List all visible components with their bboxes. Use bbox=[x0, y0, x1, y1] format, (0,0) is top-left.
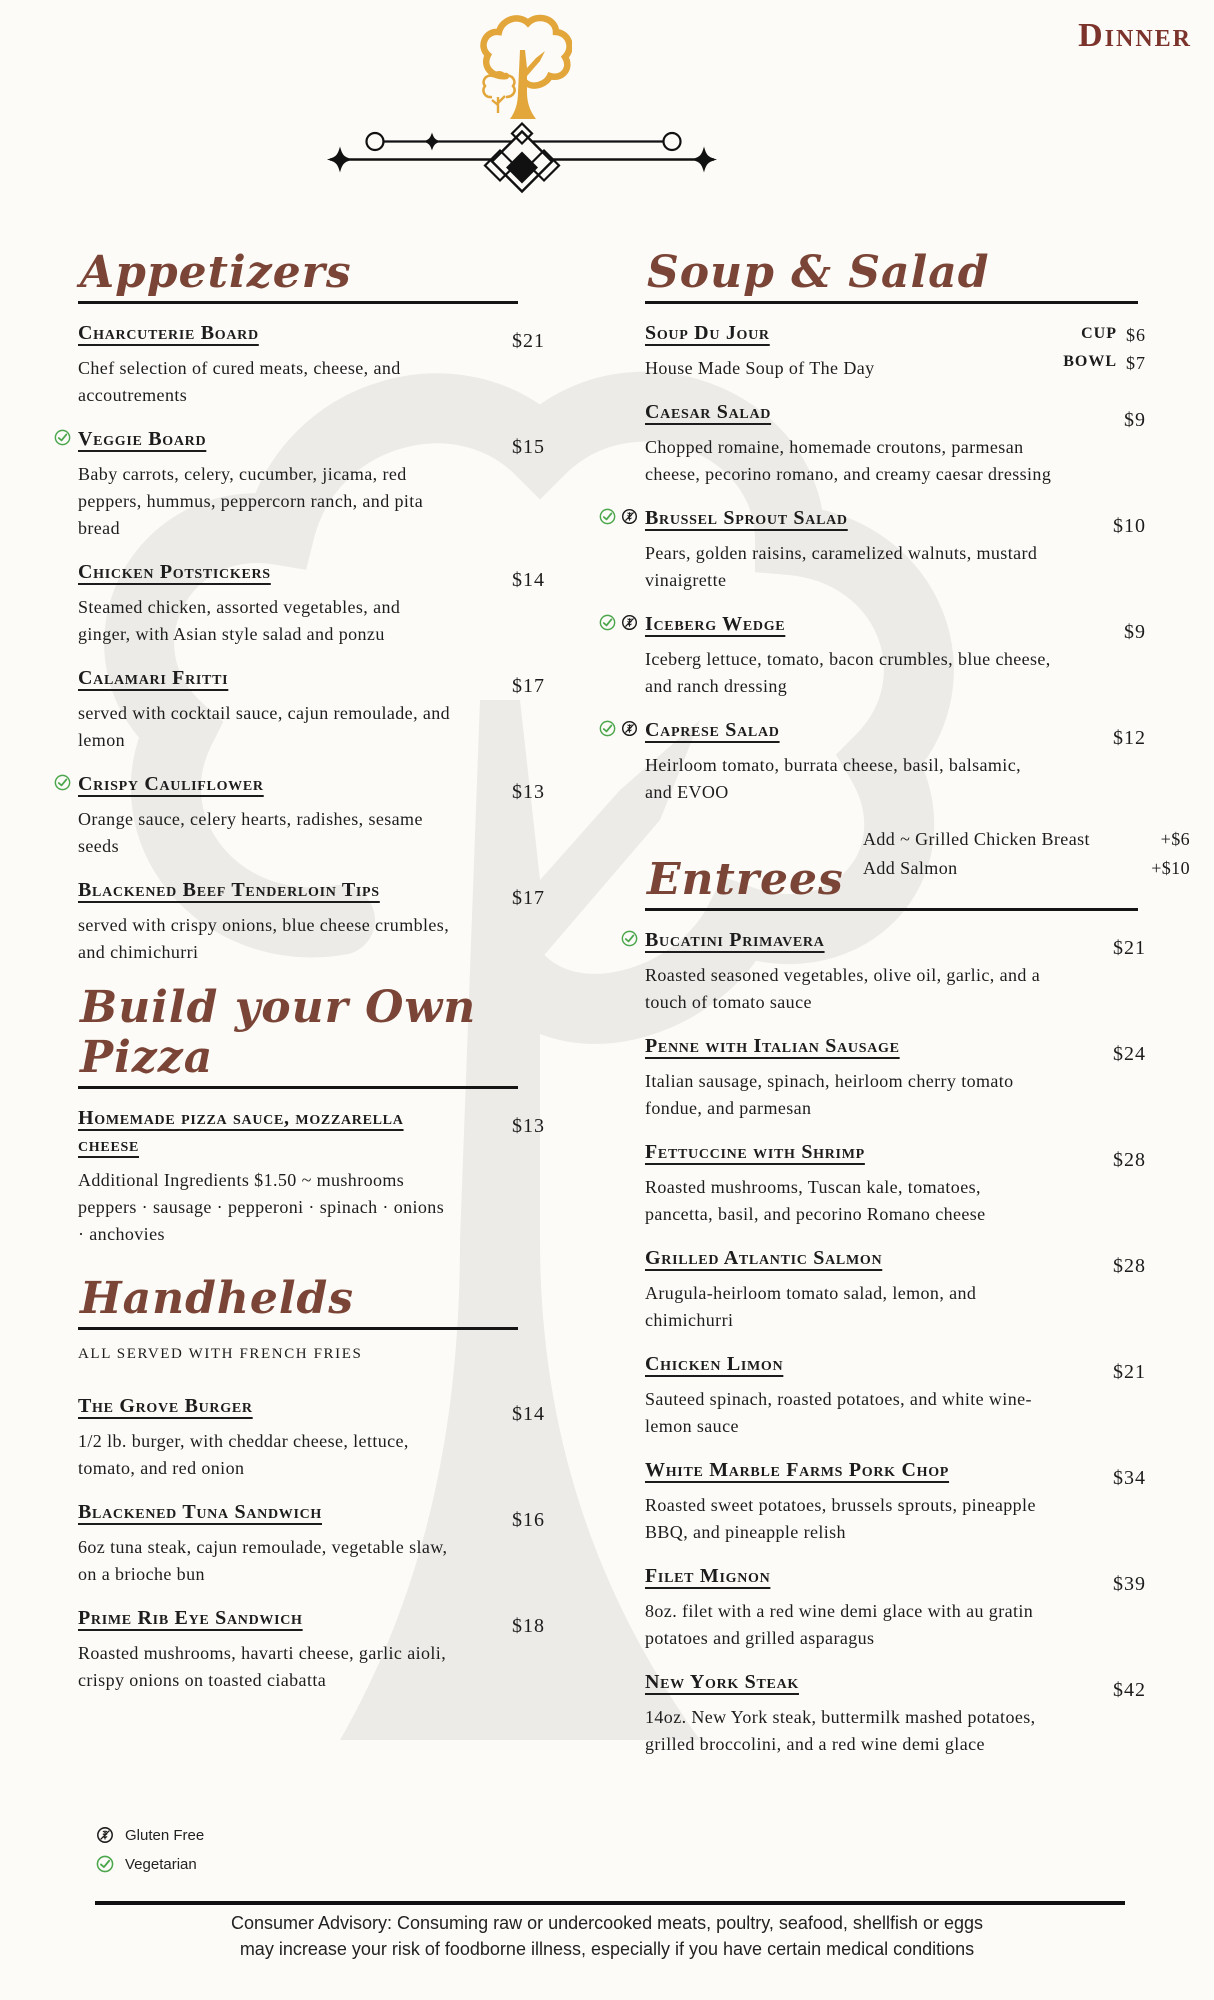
menu-item-description: Additional Ingredients $1.50 ~ mushrooms peppers · sausage · pepperoni · spinach · onions · anchovies bbox=[78, 1169, 445, 1244]
menu-addon bbox=[863, 825, 1190, 854]
menu-item-tags bbox=[599, 508, 645, 525]
menu-item-main bbox=[78, 426, 459, 542]
menu-item-main bbox=[645, 717, 1060, 806]
menu-item bbox=[78, 1499, 545, 1588]
menu-item-name: Calamari Fritti bbox=[78, 667, 229, 690]
menu-item-description: Italian sausage, spinach, heirloom cherry tomato fondue, and parmesan bbox=[645, 1071, 1014, 1119]
ornamental-divider bbox=[327, 118, 717, 196]
menu-item-title-row bbox=[78, 320, 451, 347]
menu-item-name: Chicken Limon bbox=[645, 1353, 784, 1376]
section-rule bbox=[645, 301, 1138, 304]
menu-item-tags bbox=[599, 614, 645, 631]
menu-item-main bbox=[78, 1105, 459, 1248]
tree-logo-icon bbox=[472, 12, 572, 130]
menu-item-description: 6oz tuna steak, cajun remoulade, vegetable slaw, on a brioche bun bbox=[78, 1537, 448, 1585]
menu-item-title-row bbox=[645, 1351, 1052, 1378]
menu-column-left bbox=[78, 248, 545, 1711]
menu-item bbox=[78, 771, 545, 860]
menu-item-main bbox=[78, 320, 459, 409]
menu-item-description: Heirloom tomato, burrata cheese, basil, balsamic, and EVOO bbox=[645, 755, 1021, 803]
footer-rule bbox=[95, 1901, 1125, 1905]
menu-item-name: Soup Du Jour bbox=[645, 322, 770, 345]
menu-item bbox=[78, 665, 545, 754]
section-note: ALL SERVED WITH FRENCH FRIES bbox=[78, 1346, 363, 1363]
menu-item-name: Filet Mignon bbox=[645, 1565, 771, 1588]
menu-item-name: Homemade pizza sauce, mozzarella cheese bbox=[78, 1106, 404, 1156]
menu-item bbox=[645, 1457, 1190, 1546]
menu-item-title-row bbox=[645, 1033, 1052, 1060]
menu-item-price: $39 bbox=[1113, 1573, 1146, 1596]
menu-item-price: $14 bbox=[512, 569, 545, 592]
menu-item bbox=[645, 1245, 1190, 1334]
gluten-free-icon bbox=[621, 508, 638, 525]
menu-item-price: $28 bbox=[1113, 1149, 1146, 1172]
menu-item-main bbox=[645, 1139, 1060, 1228]
section-items bbox=[645, 320, 1190, 806]
menu-item-main bbox=[78, 877, 459, 966]
menu-item-title-row bbox=[78, 559, 451, 586]
menu-item-main bbox=[78, 771, 459, 860]
dietary-legend bbox=[96, 1826, 204, 1884]
menu-section bbox=[645, 855, 1190, 1758]
menu-item-main bbox=[78, 1499, 459, 1588]
menu-item-description: Chopped romaine, homemade croutons, parmesan cheese, pecorino romano, and creamy caesar dressing bbox=[645, 437, 1052, 485]
menu-item-description: Roasted mushrooms, Tuscan kale, tomatoes, pancetta, basil, and pecorino Romano cheese bbox=[645, 1177, 986, 1225]
menu-item-description: Roasted seasoned vegetables, olive oil, garlic, and a touch of tomato sauce bbox=[645, 965, 1041, 1013]
menu-item bbox=[645, 399, 1190, 488]
menu-item-main bbox=[78, 1605, 459, 1694]
menu-item-price: $21 bbox=[1113, 1361, 1146, 1384]
menu-item bbox=[78, 559, 545, 648]
consumer-advisory: Consumer Advisory: Consuming raw or undercooked meats, poultry, seafood, shellfish or eggs may increase your risk of foodborne illness, especially if you have certain medical conditions bbox=[230, 1913, 984, 1960]
menu-item-price: $14 bbox=[512, 1403, 545, 1426]
menu-item-name: White Marble Farms Pork Chop bbox=[645, 1459, 950, 1482]
menu-item bbox=[645, 1669, 1190, 1758]
menu-item-name: Blackened Tuna Sandwich bbox=[78, 1501, 322, 1524]
menu-item-description: House Made Soup of The Day bbox=[645, 358, 875, 379]
menu-item-title-row bbox=[645, 399, 1052, 426]
menu-item-price: $13 bbox=[512, 1114, 545, 1137]
vegetarian-icon bbox=[599, 720, 616, 737]
menu-column-right bbox=[645, 248, 1190, 1775]
vegetarian-icon bbox=[54, 774, 71, 791]
menu-item bbox=[78, 426, 545, 542]
menu-item-price: $10 bbox=[1113, 515, 1146, 538]
section-items bbox=[645, 927, 1190, 1758]
menu-item-name: Iceberg Wedge bbox=[645, 613, 786, 636]
vegetarian-icon bbox=[599, 614, 616, 631]
menu-item-price: $34 bbox=[1113, 1467, 1146, 1490]
menu-item-title-row bbox=[78, 771, 451, 798]
menu-item-title-row bbox=[78, 1105, 451, 1159]
menu-item-description: Orange sauce, celery hearts, radishes, sesame seeds bbox=[78, 809, 423, 857]
menu-item-title-row bbox=[78, 1605, 451, 1632]
menu-item-name: Prime Rib Eye Sandwich bbox=[78, 1607, 303, 1630]
gluten-free-icon bbox=[621, 720, 638, 737]
menu-item-title-row bbox=[645, 717, 1052, 744]
menu-item-title-row bbox=[645, 320, 1052, 347]
menu-item-description: Chef selection of cured meats, cheese, and accoutrements bbox=[78, 358, 401, 406]
menu-item-main bbox=[645, 927, 1060, 1016]
menu-item-title-row bbox=[645, 1139, 1052, 1166]
menu-item-description: Iceberg lettuce, tomato, bacon crumbles, blue cheese, and ranch dressing bbox=[645, 649, 1051, 697]
menu-item bbox=[645, 1033, 1190, 1122]
menu-item-description: 14oz. New York steak, buttermilk mashed potatoes, grilled broccolini, and a red wine demi glace bbox=[645, 1707, 1036, 1755]
menu-item bbox=[645, 611, 1190, 700]
menu-item bbox=[645, 927, 1190, 1016]
menu-item-main bbox=[645, 1669, 1060, 1758]
menu-item-title-row bbox=[645, 1457, 1052, 1484]
menu-item-title-row bbox=[645, 1669, 1052, 1696]
menu-item-main bbox=[78, 1393, 459, 1482]
menu-item-title-row bbox=[78, 1393, 451, 1420]
menu-item-main bbox=[645, 505, 1060, 594]
menu-item bbox=[78, 1393, 545, 1482]
addon-label: Add ~ Grilled Chicken Breast bbox=[863, 829, 1090, 850]
menu-item-price: $12 bbox=[1113, 727, 1146, 750]
menu-item bbox=[645, 717, 1190, 806]
menu-item-main bbox=[645, 611, 1060, 700]
menu-item-title-row bbox=[78, 665, 451, 692]
page-title: Dinner bbox=[1078, 17, 1192, 54]
menu-item-description: Roasted sweet potatoes, brussels sprouts, pineapple BBQ, and pineapple relish bbox=[645, 1495, 1036, 1543]
gluten-free-icon bbox=[621, 614, 638, 631]
section-heading: Soup & Salad bbox=[647, 247, 990, 298]
menu-item-name: Blackened Beef Tenderloin Tips bbox=[78, 879, 380, 902]
menu-item bbox=[78, 1605, 545, 1694]
menu-item-description: Steamed chicken, assorted vegetables, and ginger, with Asian style salad and ponzu bbox=[78, 597, 401, 645]
menu-section bbox=[78, 983, 545, 1248]
vegetarian-icon bbox=[599, 508, 616, 525]
menu-item-title-row bbox=[78, 877, 451, 904]
section-rule bbox=[645, 908, 1138, 911]
menu-item bbox=[78, 877, 545, 966]
menu-item-description: Pears, golden raisins, caramelized walnuts, mustard vinaigrette bbox=[645, 543, 1038, 591]
menu-section bbox=[645, 248, 1190, 889]
menu-item-price: $17 bbox=[512, 675, 545, 698]
menu-item-name: Grilled Atlantic Salmon bbox=[645, 1247, 883, 1270]
section-rule bbox=[78, 1086, 518, 1089]
menu-item-name: Caprese Salad bbox=[645, 719, 780, 742]
section-heading: Appetizers bbox=[80, 247, 352, 298]
menu-item-name: The Grove Burger bbox=[78, 1395, 253, 1418]
menu-item-main bbox=[645, 1245, 1060, 1334]
menu-item-name: Caesar Salad bbox=[645, 401, 772, 424]
section-items bbox=[78, 1105, 545, 1248]
section-rule bbox=[78, 1327, 518, 1330]
menu-item-name: Brussel Sprout Salad bbox=[645, 507, 848, 530]
menu-item-description: 8oz. filet with a red wine demi glace with au gratin potatoes and grilled asparagus bbox=[645, 1601, 1034, 1649]
menu-item-name: Veggie Board bbox=[78, 428, 207, 451]
price-line: BOWL $7 bbox=[1063, 353, 1146, 374]
menu-item-description: 1/2 lb. burger, with cheddar cheese, lettuce, tomato, and red onion bbox=[78, 1431, 409, 1479]
menu-item-main bbox=[645, 320, 1060, 382]
menu-item bbox=[645, 1139, 1190, 1228]
menu-item-price: $16 bbox=[512, 1509, 545, 1532]
addon-price: +$6 bbox=[1160, 829, 1190, 850]
legend-gluten-free bbox=[96, 1826, 204, 1844]
menu-item-price: $9 bbox=[1124, 621, 1146, 644]
menu-item-price: $28 bbox=[1113, 1255, 1146, 1278]
menu-item-description: Baby carrots, celery, cucumber, jicama, red peppers, hummus, peppercorn ranch, and pita bread bbox=[78, 464, 424, 539]
legend-label: Gluten Free bbox=[125, 1826, 205, 1844]
menu-item-name: Bucatini Primavera bbox=[645, 929, 825, 952]
menu-item-title-row bbox=[645, 1245, 1052, 1272]
menu-item-name: Crispy Cauliflower bbox=[78, 773, 264, 796]
menu-item-title-row bbox=[78, 1499, 451, 1526]
menu-item-price: $21 bbox=[1113, 937, 1146, 960]
menu-section bbox=[78, 248, 545, 966]
menu-item-name: New York Steak bbox=[645, 1671, 799, 1694]
menu-item-tags bbox=[54, 429, 78, 446]
menu-item-title-row bbox=[78, 426, 451, 453]
menu-section bbox=[78, 1274, 545, 1694]
menu-item-name: Chicken Potstickers bbox=[78, 561, 271, 584]
menu-item-tags bbox=[54, 774, 78, 791]
menu-item bbox=[645, 1563, 1190, 1652]
menu-item-price: $18 bbox=[512, 1615, 545, 1638]
menu-item-title-row bbox=[645, 505, 1052, 532]
menu-item-description: served with cocktail sauce, cajun remoulade, and lemon bbox=[78, 703, 451, 751]
menu-item-tags bbox=[621, 930, 645, 947]
menu-item bbox=[78, 320, 545, 409]
addon-label: Add Salmon bbox=[863, 858, 958, 879]
menu-item bbox=[645, 320, 1190, 382]
menu-item-price: $9 bbox=[1124, 409, 1146, 432]
section-rule bbox=[78, 301, 518, 304]
legend-label: Vegetarian bbox=[125, 1855, 197, 1873]
vegetarian-icon bbox=[96, 1855, 114, 1873]
section-items bbox=[78, 320, 545, 966]
menu-item-name: Charcuterie Board bbox=[78, 322, 259, 345]
menu-item-description: Arugula-heirloom tomato salad, lemon, and chimichurri bbox=[645, 1283, 977, 1331]
menu-item bbox=[78, 1105, 545, 1248]
gluten-free-icon bbox=[96, 1826, 114, 1844]
menu-item-main bbox=[645, 399, 1060, 488]
menu-item-description: Roasted mushrooms, havarti cheese, garlic aioli, crispy onions on toasted ciabatta bbox=[78, 1643, 447, 1691]
menu-item-main bbox=[645, 1563, 1060, 1652]
legend-vegetarian bbox=[96, 1855, 204, 1873]
addon-price: +$10 bbox=[1151, 858, 1190, 879]
menu-item-main bbox=[78, 665, 459, 754]
menu-item-description: served with crispy onions, blue cheese crumbles, and chimichurri bbox=[78, 915, 450, 963]
vegetarian-icon bbox=[621, 930, 638, 947]
menu-item bbox=[645, 1351, 1190, 1440]
menu-item-price: $13 bbox=[512, 781, 545, 804]
price-line: CUP $6 bbox=[1081, 325, 1146, 346]
menu-item-title-row bbox=[645, 927, 1052, 954]
menu-item-main bbox=[645, 1033, 1060, 1122]
menu-item bbox=[645, 505, 1190, 594]
menu-item-tags bbox=[599, 720, 645, 737]
section-items bbox=[78, 1393, 545, 1694]
menu-item-price: $42 bbox=[1113, 1679, 1146, 1702]
menu-item-price bbox=[1060, 320, 1190, 378]
menu-item-main bbox=[645, 1351, 1060, 1440]
menu-item-price: $17 bbox=[512, 887, 545, 910]
menu-item-name: Penne with Italian Sausage bbox=[645, 1035, 900, 1058]
menu-item-price: $15 bbox=[512, 436, 545, 459]
menu-item-main bbox=[78, 559, 459, 648]
menu-item-title-row bbox=[645, 611, 1052, 638]
menu-item-title-row bbox=[645, 1563, 1052, 1590]
section-heading: Entrees bbox=[647, 853, 844, 905]
menu-item-price: $24 bbox=[1113, 1043, 1146, 1066]
section-heading: Build your Own Pizza bbox=[80, 982, 477, 1083]
menu-item-description: Sauteed spinach, roasted potatoes, and white wine-lemon sauce bbox=[645, 1389, 1032, 1437]
menu-item-main bbox=[645, 1457, 1060, 1546]
menu-item-name: Fettuccine with Shrimp bbox=[645, 1141, 865, 1164]
vegetarian-icon bbox=[54, 429, 71, 446]
section-heading: Handhelds bbox=[80, 1272, 355, 1324]
menu-item-price: $21 bbox=[512, 330, 545, 353]
